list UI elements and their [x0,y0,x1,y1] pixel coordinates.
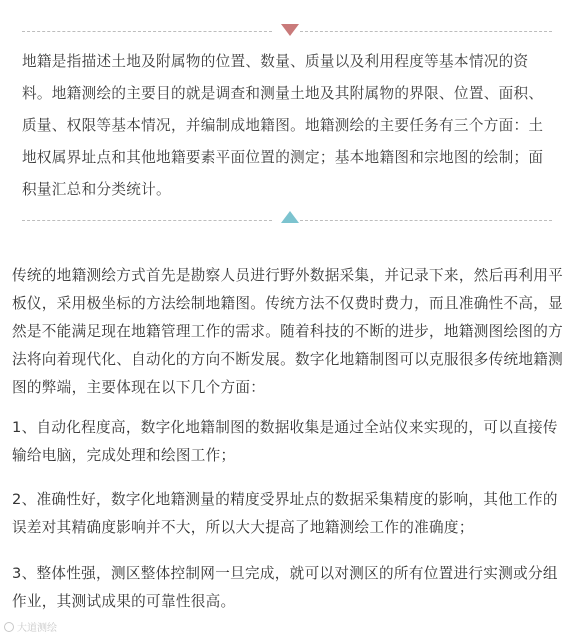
point-paragraph: 3、整体性强，测区整体控制网一旦完成，就可以对测区的所有位置进行实测或分组作业，其测试成果的可靠性很高。 [12,565,558,610]
quote-text: 地籍是指描述土地及附属物的位置、数量、质量以及利用程度等基本情况的资料。地籍测绘的主要目的就是调查和测量土地及其附属物的界限、位置、面积、质量、权限等基本情况，并编制成地籍图。地籍测绘的主要任务有三个方面：土地权属界址点和其他地籍要素平面位置的测定；基本地籍图和宗地图的绘制；面积量汇总和分类统计。 [22,53,544,198]
quote-box [0,0,572,236]
intro-paragraph: 传统的地籍测绘方式首先是勘察人员进行野外数据采集，并记录下来，然后再利用平板仪，采用极坐标的方法绘制地籍图。传统方法不仅费时费力，而且准确性不高，显然是不能满足现在地籍管理工作的需求。随着科技的不断的进步，地籍测图绘图的方法将向着现代化、自动化的方向不断发展。数字化地籍制图可以克服很多传统地籍测图的弊端，主要体现在以下几个方面： [12,267,564,396]
divider [22,31,272,32]
triangle-down-icon [281,24,299,36]
watermark-text: 大道测绘 [17,623,57,634]
point-paragraph: 2、准确性好，数字化地籍测量的精度受界址点的数据采集精度的影响，其他工作的误差对其精确度影响并不大，所以大大提高了地籍测绘工作的准确度； [12,491,558,536]
divider [300,220,552,221]
divider [22,220,272,221]
point-paragraph: 1、自动化程度高，数字化地籍制图的数据收集是通过全站仪来实现的，可以直接传输给电脑，完成处理和绘图工作； [12,419,558,464]
triangle-up-icon [281,211,299,223]
divider [300,31,552,32]
watermark-logo-icon [4,622,14,632]
watermark [4,619,57,634]
